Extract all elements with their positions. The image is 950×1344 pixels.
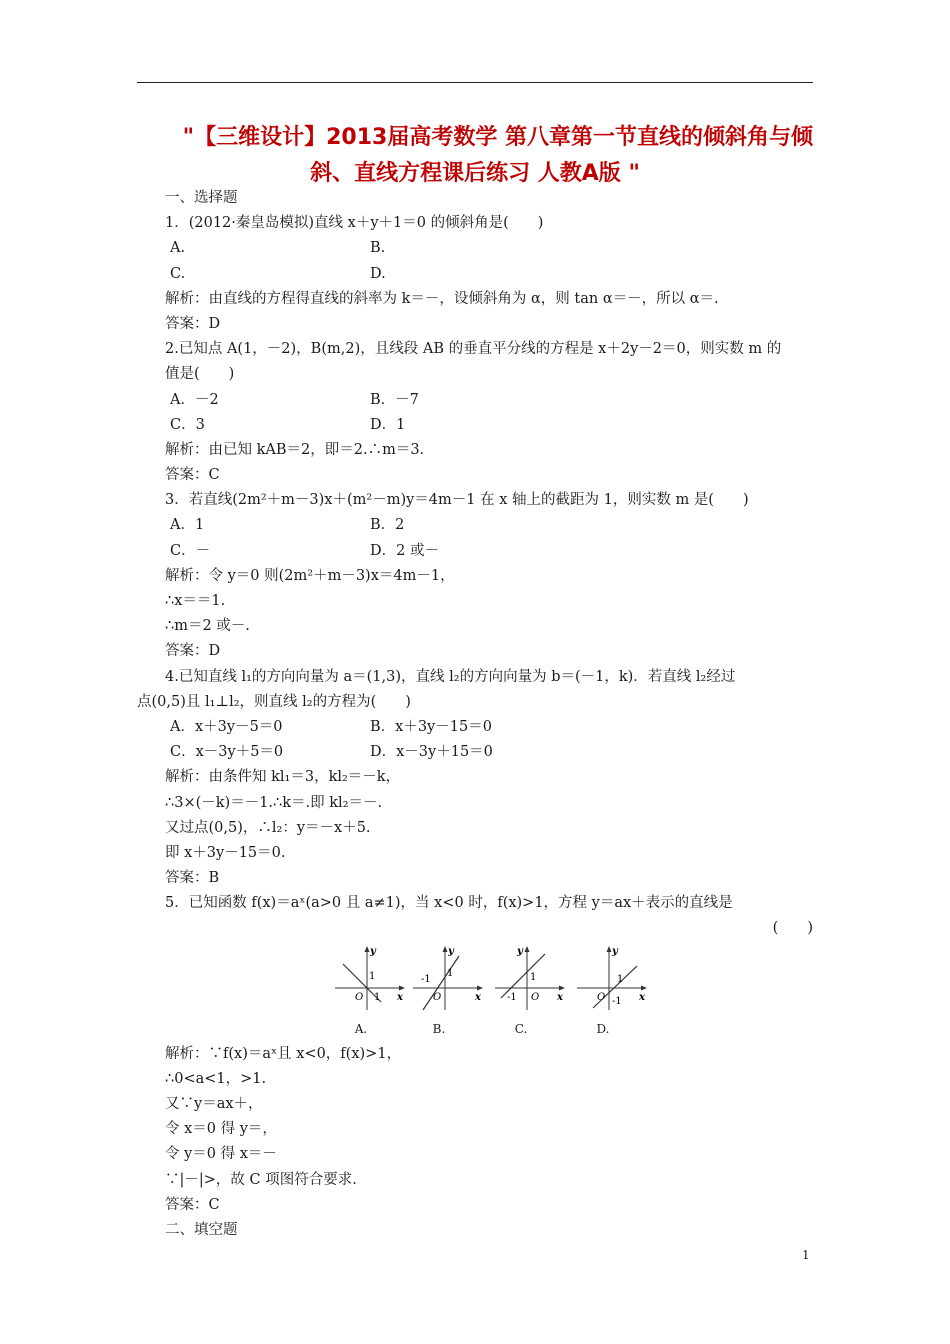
question-1-analysis: 解析：由直线的方程得直线的斜率为 k＝－，设倾斜角为 α，则 tan α＝－，所以 α＝. xyxy=(165,290,719,307)
option-d: D．1 xyxy=(370,416,406,433)
question-3-options-ab xyxy=(165,513,815,538)
document-title xyxy=(137,120,813,192)
question-5-stem: 5．已知函数 f(x)＝aˣ(a>0 且 a≠1)，当 x<0 时，f(x)>1，方程 y＝ax＋表示的直线是 xyxy=(165,895,733,912)
x-axis-label: x xyxy=(397,991,403,1003)
origin-label: O xyxy=(355,991,364,1003)
option-a: A．x＋3y－5＝0 xyxy=(170,718,283,735)
question-5-answer: 答案：C xyxy=(165,1196,220,1213)
graph-c-svg xyxy=(493,942,569,1020)
title-line-2: 斜、直线方程课后练习 人教A版 " xyxy=(310,161,640,186)
graph-caption: D. xyxy=(596,1021,610,1036)
section-heading: 二、填空题 xyxy=(165,1221,238,1238)
option-b: B．x＋3y－15＝0 xyxy=(370,718,492,735)
question-5-analysis-step: 令 y＝0 得 x＝－ xyxy=(165,1146,277,1163)
y-intercept-label: -1 xyxy=(612,995,622,1007)
question-4-stem: 4.已知直线 l₁的方向向量为 a＝(1,3)，直线 l₂的方向向量为 b＝(－1，k)．若直线 l₂经过 xyxy=(165,668,736,685)
question-3-analysis-step: ∴x＝＝1. xyxy=(165,593,226,609)
question-2-options-ab xyxy=(165,388,815,413)
y-intercept-label: 1 xyxy=(530,971,537,983)
question-1-options-cd xyxy=(165,262,815,287)
question-3-options-cd xyxy=(165,539,815,564)
x-intercept-label: -1 xyxy=(507,991,517,1003)
question-3-analysis-step: ∴m＝2 或－. xyxy=(165,618,250,635)
header-rule xyxy=(137,82,813,83)
option-b: B. xyxy=(370,240,386,257)
option-b: B．2 xyxy=(370,517,405,534)
question-4-analysis-step: 即 x＋3y－15＝0. xyxy=(165,844,286,861)
question-5-analysis-step: ∵|－|>，故 C 项图符合要求. xyxy=(165,1171,357,1188)
x-axis-label: x xyxy=(639,991,645,1003)
title-line-1: "【三维设计】2013届高考数学 第八章第一节直线的倾斜角与倾 xyxy=(182,125,813,150)
graph-option-b xyxy=(411,942,487,1036)
question-4-analysis-step: 又过点(0,5)，∴l₂：y＝－x＋5. xyxy=(165,819,371,836)
option-c: C．－ xyxy=(170,542,211,559)
question-2-stem: 2.已知点 A(1，－2)，B(m,2)，且线段 AB 的垂直平分线的方程是 x＋2y－2＝0，则实数 m 的 xyxy=(165,341,782,358)
question-5-option-graphs xyxy=(165,942,815,1042)
answer-bracket: ( ) xyxy=(772,920,813,937)
option-d: D．x－3y＋15＝0 xyxy=(370,744,493,761)
x-axis-label: x xyxy=(475,991,481,1003)
option-c: C．3 xyxy=(170,416,205,433)
y-axis-label: y xyxy=(517,945,523,957)
question-2-stem-cont: 值是( ) xyxy=(165,366,235,383)
section-heading: 一、选择题 xyxy=(165,190,238,206)
question-5-analysis-step: ∴0<a<1，>1. xyxy=(165,1070,267,1087)
question-4-answer: 答案：B xyxy=(165,870,220,887)
origin-label: O xyxy=(433,991,442,1003)
question-2-analysis: 解析：由已知 kAB＝2，即＝2.∴m＝3. xyxy=(165,441,425,458)
graph-caption: A. xyxy=(354,1021,368,1036)
y-intercept-label: 1 xyxy=(369,970,376,982)
graph-a-svg xyxy=(333,942,409,1020)
graph-caption: B. xyxy=(432,1021,446,1036)
graph-option-d xyxy=(575,942,651,1036)
y-axis-label: y xyxy=(370,945,376,957)
question-3-analysis: 解析：令 y＝0 则(2m²＋m－3)x＝4m－1， xyxy=(165,567,455,584)
option-a: A．－2 xyxy=(170,391,219,408)
y-axis-label: y xyxy=(612,945,618,957)
question-5-analysis-step: 令 x＝0 得 y＝， xyxy=(165,1121,277,1138)
question-2-answer: 答案：C xyxy=(165,467,220,484)
page-number: 1 xyxy=(802,1248,810,1262)
x-intercept-label: -1 xyxy=(421,973,431,985)
document-body xyxy=(137,186,815,1243)
y-intercept-label: 1 xyxy=(447,967,454,979)
question-3-answer: 答案：D xyxy=(165,643,221,660)
question-1-options-ab xyxy=(165,236,815,261)
option-a: A．1 xyxy=(170,517,205,534)
graph-option-a xyxy=(333,942,409,1036)
graph-d-svg xyxy=(575,942,651,1020)
question-4-options-cd xyxy=(165,740,815,765)
question-5-analysis-step: 又∵y＝ax＋， xyxy=(165,1096,263,1112)
option-c: C．x－3y＋5＝0 xyxy=(170,744,284,761)
graph-caption: C. xyxy=(514,1021,528,1036)
question-1-stem: 1．(2012·秦皇岛模拟)直线 x＋y＋1＝0 的倾斜角是( ) xyxy=(165,215,544,232)
graph-option-c xyxy=(493,942,569,1036)
question-4-stem-cont: 点(0,5)且 l₁⊥l₂，则直线 l₂的方程为( ) xyxy=(137,693,411,710)
graph-b-svg xyxy=(411,942,487,1020)
option-b: B．－7 xyxy=(370,391,419,408)
x-axis-label: x xyxy=(557,991,563,1003)
option-c: C. xyxy=(170,265,186,282)
question-1-answer: 答案：D xyxy=(165,315,221,332)
question-3-stem: 3．若直线(2m²＋m－3)x＋(m²－m)y＝4m－1 在 x 轴上的截距为 1，则实数 m 是( ) xyxy=(165,492,749,509)
question-5-analysis: 解析：∵f(x)＝aˣ且 x<0，f(x)>1， xyxy=(165,1045,402,1062)
question-4-options-ab xyxy=(165,715,815,740)
x-intercept-label: 1 xyxy=(374,991,381,1003)
x-intercept-label: 1 xyxy=(617,973,624,985)
option-a: A. xyxy=(170,240,186,257)
question-4-analysis: 解析：由条件知 kl₁＝3，kl₂＝－k， xyxy=(165,769,401,786)
origin-label: O xyxy=(531,991,540,1003)
option-d: D．2 或－ xyxy=(370,542,439,559)
question-2-options-cd xyxy=(165,413,815,438)
origin-label: O xyxy=(597,991,606,1003)
question-4-analysis-step: ∴3×(－k)＝－1.∴k＝.即 kl₂＝－. xyxy=(165,794,383,811)
question-5-bracket-line xyxy=(165,916,815,941)
y-axis-label: y xyxy=(448,945,454,957)
option-d: D. xyxy=(370,265,386,282)
